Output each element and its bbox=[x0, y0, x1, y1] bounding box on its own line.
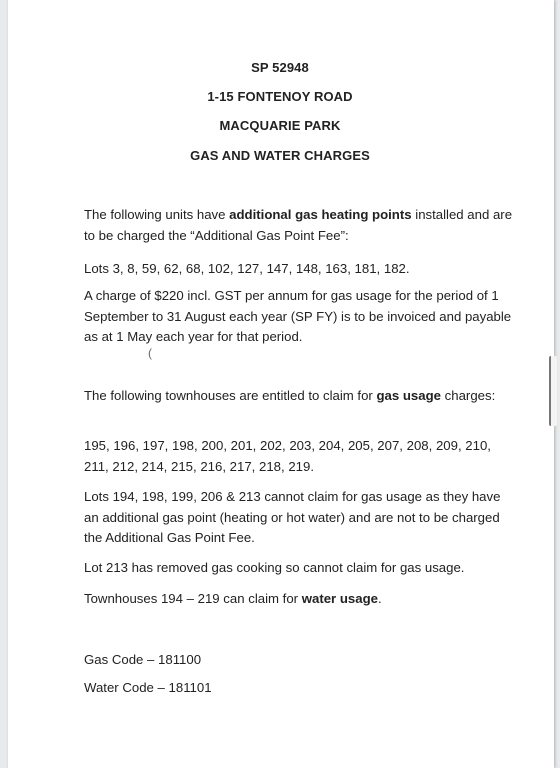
emphasis-gas-heating: additional gas heating points bbox=[229, 207, 412, 222]
water-code: Water Code – 181101 bbox=[84, 680, 212, 695]
document-title: GAS AND WATER CHARGES bbox=[190, 148, 370, 163]
gas-usage-intro: The following townhouses are entitled to claim for gas usage charges: bbox=[84, 388, 496, 403]
property-address: 1-15 FONTENOY ROAD bbox=[207, 89, 353, 104]
suburb: MACQUARIE PARK bbox=[219, 118, 341, 133]
water-usage-note: Townhouses 194 – 219 can claim for water usage. bbox=[84, 591, 382, 606]
emphasis-water-usage: water usage bbox=[301, 591, 378, 606]
gas-point-charge: A charge of $220 incl. GST per annum for gas usage for the period of 1 September to 31 August each year (SP FY) is to be invoiced and payable as at 1 May each year for that period. bbox=[84, 288, 512, 344]
townhouse-numbers: 195, 196, 197, 198, 200, 201, 202, 203, 204, 205, 207, 208, 209, 210, 211, 212, 214, 215, 216, 217, 218, 219. bbox=[84, 438, 491, 474]
lot-213-note: Lot 213 has removed gas cooking so cannot claim for gas usage. bbox=[84, 560, 465, 575]
gas-point-intro: The following units have additional gas heating points installed and are to be charged the “Additional Gas Point Fee”: bbox=[84, 207, 513, 243]
emphasis-gas-usage: gas usage bbox=[376, 388, 441, 403]
staple-mark bbox=[549, 356, 557, 426]
gas-code: Gas Code – 181100 bbox=[84, 652, 202, 667]
pen-mark: ( bbox=[148, 346, 152, 360]
strata-plan-number: SP 52948 bbox=[251, 60, 309, 75]
gas-point-lots: Lots 3, 8, 59, 62, 68, 102, 127, 147, 148, 163, 181, 182. bbox=[84, 261, 410, 276]
gas-usage-exclusions: Lots 194, 198, 199, 206 & 213 cannot claim for gas usage as they have an additional gas point (heating or hot water) and are not to be charged the Additional Gas Point Fee. bbox=[84, 489, 501, 545]
